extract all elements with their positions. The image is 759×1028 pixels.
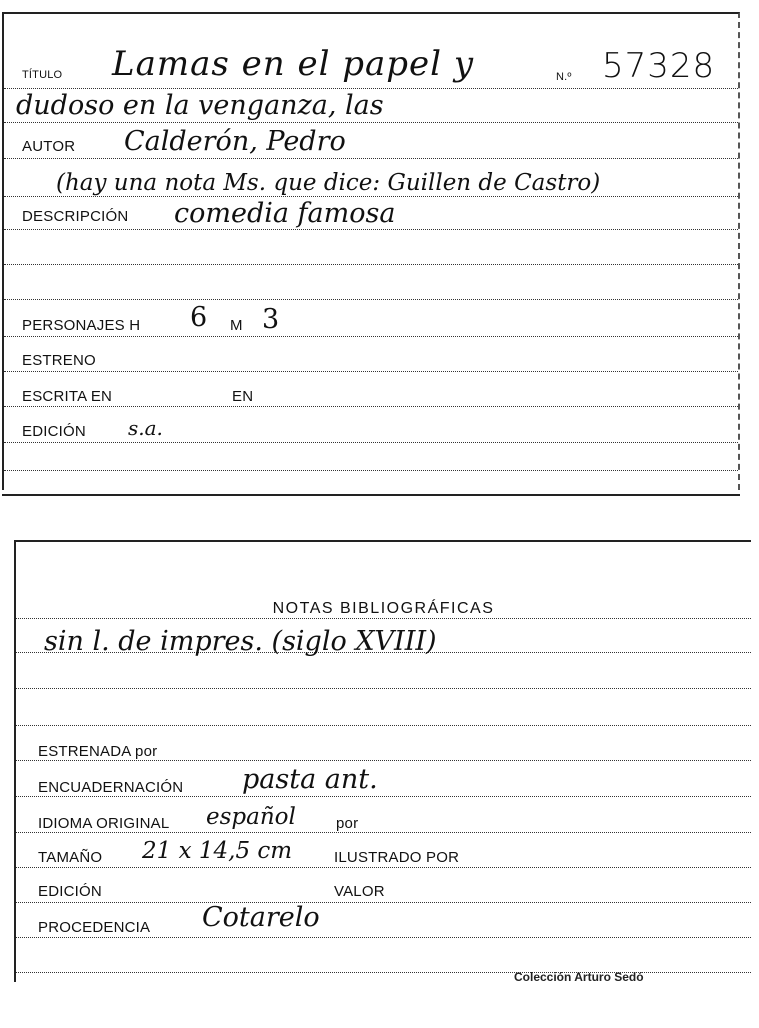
descripcion-value: comedia famosa — [174, 198, 396, 229]
idioma-label: IDIOMA ORIGINAL — [38, 815, 170, 832]
dotted-rule — [4, 406, 738, 407]
encuadernacion-value: pasta ant. — [242, 764, 378, 795]
encuadernacion-label: ENCUADERNACIÓN — [38, 779, 184, 796]
valor-label: VALOR — [334, 883, 385, 900]
dotted-rule — [16, 618, 751, 619]
dotted-rule — [16, 725, 751, 726]
notas-value: sin l. de impres. (siglo XVIII) — [44, 626, 437, 657]
dotted-rule — [4, 196, 738, 197]
dotted-rule — [4, 158, 738, 159]
edicion-back-label: EDICIÓN — [38, 883, 102, 900]
dotted-rule — [16, 832, 751, 833]
dotted-rule — [4, 299, 738, 300]
estrenada-label: ESTRENADA por — [38, 743, 158, 760]
en-label: EN — [232, 388, 254, 405]
dotted-rule — [4, 229, 738, 230]
dotted-rule — [16, 760, 751, 761]
descripcion-label: DESCRIPCIÓN — [22, 208, 129, 225]
autor-label: AUTOR — [22, 138, 76, 155]
titulo-label: TÍTULO — [22, 69, 63, 81]
tamano-label: TAMAÑO — [38, 849, 103, 866]
procedencia-label: PROCEDENCIA — [38, 919, 151, 936]
dotted-rule — [4, 122, 738, 123]
dotted-rule — [4, 88, 738, 89]
collection-stamp: Colección Arturo Sedó — [514, 970, 644, 984]
numero-label: N.º — [556, 71, 572, 83]
dotted-rule — [16, 867, 751, 868]
dotted-rule — [4, 264, 738, 265]
idioma-value: español — [206, 804, 296, 830]
catalog-card-front — [2, 12, 740, 490]
dotted-rule — [16, 937, 751, 938]
autor-value: Calderón, Pedro — [124, 126, 346, 157]
dotted-rule — [16, 688, 751, 689]
personajes-label: PERSONAJES H — [22, 317, 141, 334]
personajes-m-label: M — [230, 317, 243, 334]
idioma-por-label: por — [336, 815, 359, 832]
escrita-label: ESCRITA EN — [22, 388, 113, 405]
personajes-m-value: 3 — [262, 304, 280, 335]
dotted-rule — [16, 902, 751, 903]
dotted-rule — [4, 371, 738, 372]
catalog-card-back — [14, 540, 751, 982]
edicion-label: EDICIÓN — [22, 423, 86, 440]
dotted-rule — [16, 796, 751, 797]
titulo-value-line-2: dudoso en la venganza, las — [16, 90, 384, 121]
personajes-h-value: 6 — [190, 302, 208, 333]
tamano-value: 21 x 14,5 cm — [142, 838, 293, 864]
dotted-rule — [4, 470, 738, 471]
procedencia-value: Cotarelo — [202, 902, 320, 933]
numero-value: 57328 — [602, 46, 716, 86]
ilustrado-label: ILUSTRADO POR — [334, 849, 460, 866]
estreno-label: ESTRENO — [22, 352, 96, 369]
dotted-rule — [4, 442, 738, 443]
edicion-value: s.a. — [128, 416, 163, 440]
notas-bibliograficas-title: NOTAS BIBLIOGRÁFICAS — [272, 600, 495, 617]
dotted-rule — [4, 336, 738, 337]
titulo-value-line-1: Lamas en el papel y — [112, 44, 475, 84]
nota-value: (hay una nota Ms. que dice: Guillen de Castro) — [56, 170, 601, 196]
